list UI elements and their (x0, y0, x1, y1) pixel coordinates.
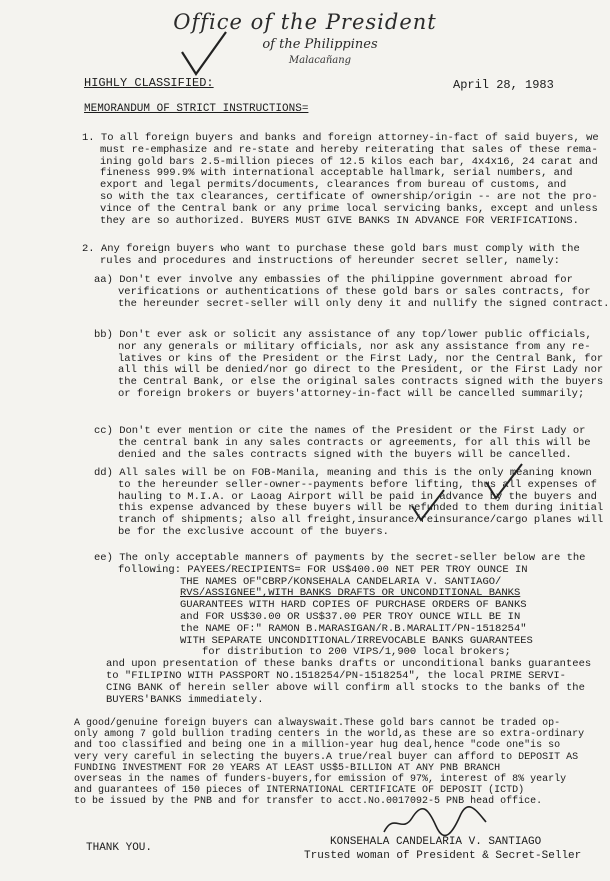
clause-bb-line: or foreign brokers or buyers'attorney-in-fact will be cancelled summarily; (118, 387, 585, 400)
closing-line: very very careful in selecting the buyers.A true/real buyer can afford to DEPOSIT AS (74, 751, 579, 763)
clause-aa (94, 275, 609, 310)
clause-bb-line: all this will be denied/nor go direct to the President, or the First Lady nor (118, 364, 604, 377)
letterhead-office: Office of the President (173, 10, 437, 34)
clause-dd-line: be for the exclusive account of the buyers. (118, 525, 389, 538)
classification-label: HIGHLY CLASSIFIED: (84, 76, 214, 90)
clause-dd-line: hauling to M.I.A. or Laoag Airport will be paid in advance by the buyers and (118, 490, 597, 503)
section-1-line: ining gold bars 2.5-million pieces of 12.5 kilos each bar, 4x4x16, 24 carat and (100, 155, 598, 168)
clause-ee-line: and FOR US$30.00 OR US$37.00 PER TROY OUNCE WILL BE IN (180, 610, 521, 623)
signatory-name: KONSEHALA CANDELARIA V. SANTIAGO (330, 836, 542, 848)
checkmark-icon (410, 488, 446, 524)
closing-line: and too classified and being one in a million-year hug deal,hence "code one"is so (74, 740, 561, 752)
clause-aa-line: verifications or authentications of these gold bars or sales contracts, for (118, 285, 591, 298)
clause-bb-line: latives or kins of the President or the First Lady, nor the Central Bank, for (118, 352, 604, 365)
closing-paragraph (74, 718, 584, 808)
clause-bb-line: the Central Bank, or else the original sales contracts signed with the buyers (118, 376, 604, 389)
clause-ee-line: following: PAYEES/RECIPIENTS= FOR US$400.00 NET PER TROY OUNCE IN (118, 563, 528, 576)
clause-bb (94, 330, 603, 401)
section-1-line: fineness 999.9% with international acceptable hallmark, serial numbers, and (100, 167, 573, 180)
clause-ee-line: WITH SEPARATE UNCONDITIONAL/IRREVOCABLE BANKS GUARANTEES (180, 634, 533, 647)
checkmark-icon (180, 30, 230, 78)
letterhead-country: of the Philippines (262, 37, 378, 52)
section-1-line: export and legal permits/documents, clearances from bureau of customs, and (100, 179, 567, 192)
closing-line: A good/genuine foreign buyers can alwayswait.These gold bars cannot be traded op- (74, 718, 561, 729)
clause-ee-line: RVS/ASSIGNEE",WITH BANKS DRAFTS OR UNCONDITIONAL BANKS (180, 587, 521, 600)
clause-ee (94, 553, 591, 706)
clause-cc-line: the central bank in any sales contracts or agreements, for all this will be (118, 436, 591, 449)
closing-line: only among 7 gold bullion trading centers in the world,as these are so extra-ordinary (74, 729, 585, 741)
clause-bb-line: bb) Don't ever ask or solicit any assistance of any top/lower public officials, (94, 329, 592, 341)
section-1 (82, 133, 599, 227)
clause-dd-line: dd) All sales will be on FOB-Manila, meaning and this is the only meaning known (94, 467, 592, 479)
clause-bb-line: nor any generals or military officials, nor ask any assistance from any re- (118, 340, 591, 353)
closing-line: FUNDING INVESTMENT FOR 20 YEARS AT LEAST US$5-BILLION AT ANY PNB BRANCH (74, 762, 501, 774)
signature-scribble (380, 804, 490, 840)
thank-you: THANK YOU. (86, 842, 153, 854)
clause-ee-line: CING BANK of herein seller above will confirm all stocks to the banks of the (106, 681, 585, 694)
clause-cc-line: cc) Don't ever mention or cite the names of the President or the First Lady or (94, 425, 586, 437)
clause-ee-line: THE NAMES OF"CBRP/KONSEHALA CANDELARIA V. SANTIAGO/ (180, 575, 502, 588)
clause-ee-line: and upon presentation of these banks drafts or unconditional banks guarantees (106, 658, 592, 671)
clause-ee-line: for distribution to 200 VIPS/1,900 local brokers; (202, 646, 511, 659)
clause-aa-line: the hereunder secret-seller will only deny it and nullify the signed contract. (118, 297, 610, 310)
section-2-line: 2. Any foreign buyers who want to purchase these gold bars must comply with the (82, 243, 580, 255)
clause-cc-line: denied and the sales contracts signed with the buyers will be cancelled. (118, 448, 572, 461)
section-1-line: they are so authorized. BUYERS MUST GIVE BANKS IN ADVANCE FOR VERIFICATIONS. (100, 214, 579, 227)
memo-title: MEMORANDUM OF STRICT INSTRUCTIONS= (84, 103, 309, 115)
clause-ee-line: GUARANTEES WITH HARD COPIES OF PURCHASE ORDERS OF BANKS (180, 599, 527, 612)
clause-dd-line: tranch of shipments; also all freight,insurance/reinsurance/cargo planes will (118, 514, 604, 527)
section-1-line: vince of the Central bank or any prime local servicing banks, except and unless (100, 202, 598, 215)
section-2-intro (82, 244, 580, 268)
closing-line: and guarantees of 150 pieces of INTERNATIONAL CERTIFICATE OF DEPOSIT (ICTD) (74, 785, 525, 797)
checkmark-icon (484, 462, 524, 502)
clause-ee-line: to "FILIPINO WITH PASSPORT NO.1518254/PN-1518254", the local PRIME SERVI- (106, 669, 566, 682)
clause-cc (94, 426, 591, 461)
closing-line: to be issued by the PNB and for transfer to acct.No.0017092-5 PNB head office. (74, 796, 543, 808)
section-1-line: so with the tax clearances, certificate of ownership/origin -- are not the pro- (100, 190, 598, 203)
section-1-line: must re-emphasize and re-state and hereby reiterating that sales of these rema- (100, 143, 598, 156)
clause-ee-line: the NAME OF:" RAMON B.MARASIGAN/R.B.MARALIT/PN-1518254" (180, 622, 527, 635)
signatory-title: Trusted woman of President & Secret-Seller (304, 850, 582, 862)
memo-date: April 28, 1983 (453, 78, 554, 92)
clause-dd (94, 468, 603, 539)
clause-dd-line: to the hereunder seller-owner--payments before lifting, thus all expenses of (118, 478, 597, 491)
clause-ee-line: BUYERS'BANKS immediately. (106, 693, 264, 706)
letterhead-palace: Malacañang (288, 55, 352, 66)
section-1-line: 1. To all foreign buyers and banks and foreign attorney-in-fact of said buyers, we (82, 132, 599, 144)
section-2-line: rules and procedures and instructions of hereunder secret seller, namely: (100, 254, 560, 267)
clause-dd-line: this expense advanced by these buyers will be refunded to them during initial (118, 502, 604, 515)
closing-line: overseas in the names of funders-buyers,for emission of 97%, interest of 8% yearly (74, 774, 567, 786)
clause-aa-line: aa) Don't ever involve any embassies of the philippine government abroad for (94, 274, 573, 286)
clause-ee-line: ee) The only acceptable manners of payments by the secret-seller below are the (94, 552, 586, 564)
